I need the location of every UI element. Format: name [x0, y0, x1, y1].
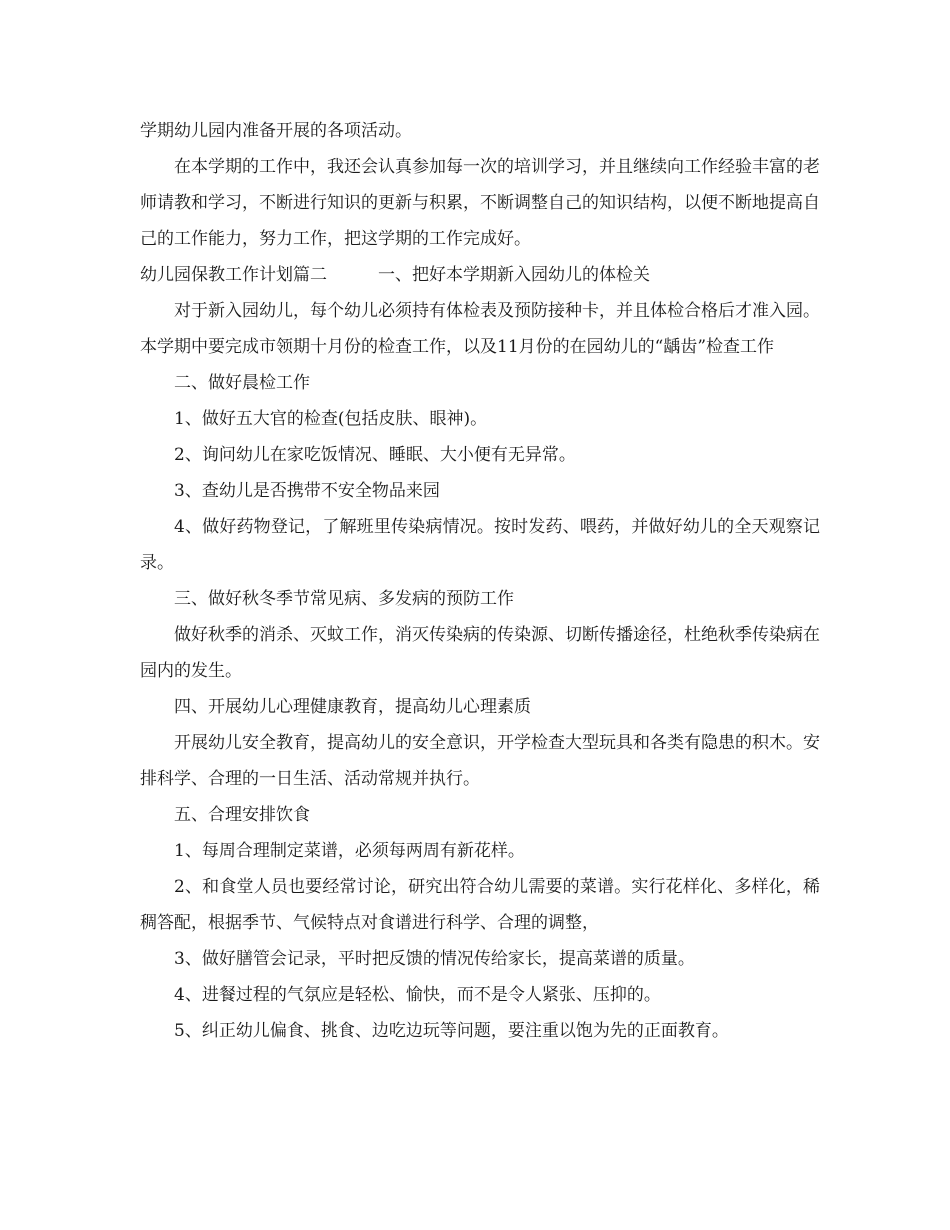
list-item: 1、每周合理制定菜谱，必须每两周有新花样。 — [174, 841, 525, 861]
paragraph: 学期幼儿园内准备开展的各项活动。 — [140, 121, 412, 141]
list-item: 2、和食堂人员也要经常讨论，研究出符合幼儿需要的菜谱。实行花样化、多样化，稀稠答配，根据季节、气候特点对食谱进行科学、合理的调整， — [140, 877, 820, 933]
list-item: 2、询问幼儿在家吃饭情况、睡眠、大小便有无异常。 — [174, 445, 576, 465]
list-item: 3、查幼儿是否携带不安全物品来园 — [174, 481, 440, 501]
paragraph: 做好秋季的消杀、灭蚊工作，消灭传染病的传染源、切断传播途径，杜绝秋季传染病在园内的发生。 — [140, 625, 820, 681]
list-item: 5、纠正幼儿偏食、挑食、边吃边玩等问题，要注重以饱为先的正面教育。 — [174, 1021, 729, 1041]
list-item: 1、做好五大官的检查(包括皮肤、眼神)。 — [174, 409, 488, 429]
section-heading: 幼儿园保教工作计划篇二 一、把好本学期新入园幼儿的体检关 — [140, 265, 650, 285]
list-item: 3、做好膳管会记录，平时把反馈的情况传给家长，提高菜谱的质量。 — [174, 949, 695, 969]
section-heading: 五、合理安排饮食 — [174, 805, 310, 825]
section-heading: 四、开展幼儿心理健康教育，提高幼儿心理素质 — [174, 697, 531, 717]
section-heading: 三、做好秋冬季节常见病、多发病的预防工作 — [174, 589, 514, 609]
list-item: 4、进餐过程的气氛应是轻松、愉快，而不是令人紧张、压抑的。 — [174, 985, 661, 1005]
paragraph: 开展幼儿安全教育，提高幼儿的安全意识，开学检查大型玩具和各类有隐患的积木。安排科学、合理的一日生活、活动常规并执行。 — [140, 733, 820, 789]
list-item: 4、做好药物登记，了解班里传染病情况。按时发药、喂药，并做好幼儿的全天观察记录。 — [140, 517, 820, 573]
section-heading: 二、做好晨检工作 — [174, 373, 310, 393]
document-body — [140, 113, 820, 1049]
paragraph: 对于新入园幼儿，每个幼儿必须持有体检表及预防接种卡，并且体检合格后才准入园。本学期中要完成市领期十月份的检查工作，以及11月份的在园幼儿的“龋齿”检查工作 — [140, 301, 820, 357]
paragraph: 在本学期的工作中，我还会认真参加每一次的培训学习，并且继续向工作经验丰富的老师请教和学习，不断进行知识的更新与积累，不断调整自己的知识结构，以便不断地提高自己的工作能力，努力工作，把这学期的工作完成好。 — [140, 157, 820, 249]
